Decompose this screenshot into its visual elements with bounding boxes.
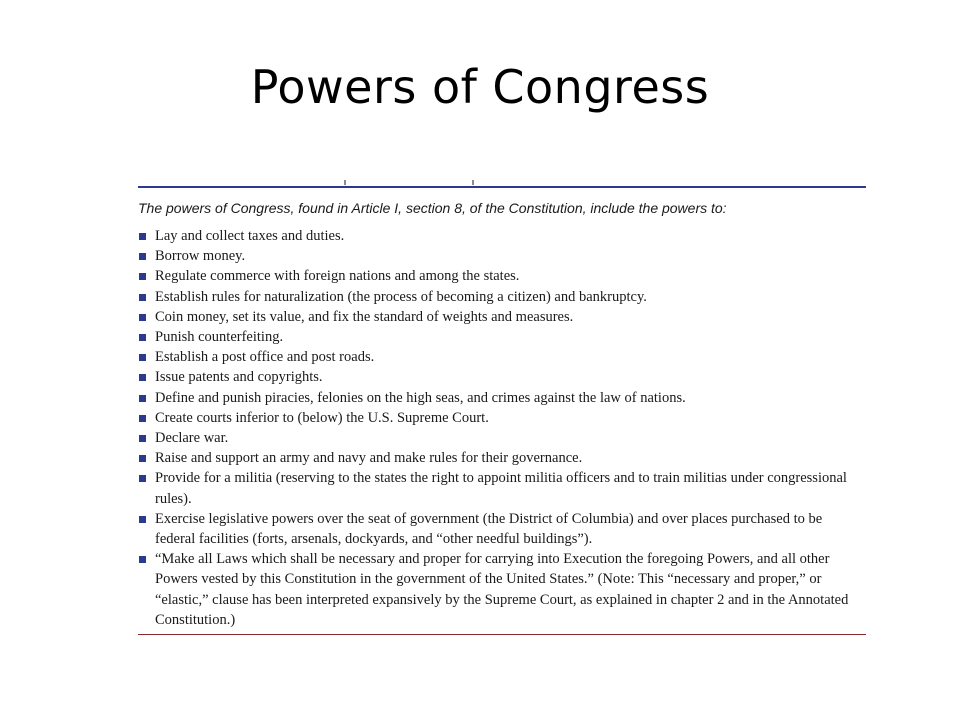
bottom-rule bbox=[138, 634, 866, 635]
document-excerpt bbox=[138, 170, 866, 640]
list-item-text: Borrow money. bbox=[155, 248, 246, 265]
list-item bbox=[138, 266, 866, 286]
square-bullet-icon bbox=[139, 354, 146, 361]
list-item-text: Coin money, set its value, and fix the standard of weights and measures. bbox=[155, 308, 574, 325]
list-item bbox=[138, 367, 866, 387]
square-bullet-icon bbox=[139, 233, 146, 240]
list-item-text: Regulate commerce with foreign nations and among the states. bbox=[155, 268, 520, 285]
list-item-text: Declare war. bbox=[155, 430, 229, 447]
list-item-text: Punish counterfeiting. bbox=[155, 329, 284, 346]
list-item bbox=[138, 388, 866, 408]
square-bullet-icon bbox=[139, 395, 146, 402]
slide-title: Powers of Congress bbox=[250, 60, 710, 114]
top-mark bbox=[344, 180, 346, 185]
list-item bbox=[138, 287, 866, 307]
square-bullet-icon bbox=[139, 253, 146, 260]
list-item-text: Issue patents and copyrights. bbox=[155, 369, 323, 386]
list-item-text: Define and punish piracies, felonies on the high seas, and crimes against the law of nations. bbox=[155, 389, 686, 406]
list-item-text: Establish rules for naturalization (the process of becoming a citizen) and bankruptcy. bbox=[155, 288, 647, 305]
square-bullet-icon bbox=[139, 334, 146, 341]
square-bullet-icon bbox=[139, 273, 146, 280]
square-bullet-icon bbox=[139, 455, 146, 462]
top-mark bbox=[472, 180, 474, 185]
list-item bbox=[138, 347, 866, 367]
list-item-text: Lay and collect taxes and duties. bbox=[155, 228, 345, 244]
list-item-text: Establish a post office and post roads. bbox=[155, 349, 375, 366]
square-bullet-icon bbox=[139, 556, 146, 563]
square-bullet-icon bbox=[139, 516, 146, 523]
list-item bbox=[138, 246, 866, 266]
square-bullet-icon bbox=[139, 374, 146, 381]
list-item bbox=[138, 408, 866, 428]
square-bullet-icon bbox=[139, 294, 146, 301]
square-bullet-icon bbox=[139, 314, 146, 321]
list-item-text: “Make all Laws which shall be necessary and proper for carrying into Execution the foregoing Powers, and all other Powers vested by this Constitution in the government of the United States.” (Note: This “necessary and proper,” or “elastic,” clause has been interpreted expansively by the Supreme Court, as explained in chapter 2 and in the Annotated Constitution.) bbox=[155, 551, 849, 628]
powers-list bbox=[138, 226, 866, 630]
square-bullet-icon bbox=[139, 415, 146, 422]
list-item bbox=[138, 448, 866, 468]
square-bullet-icon bbox=[139, 475, 146, 482]
list-item-text: Exercise legislative powers over the seat of government (the District of Columbia) and over places purchased to be federal facilities (forts, arsenals, dockyards, and “other needful buildings”). bbox=[155, 510, 823, 548]
list-item bbox=[138, 509, 866, 549]
square-bullet-icon bbox=[139, 435, 146, 442]
list-item-text: Raise and support an army and navy and make rules for their governance. bbox=[155, 450, 583, 467]
list-item bbox=[138, 327, 866, 347]
list-item-text: Create courts inferior to (below) the U.S. Supreme Court. bbox=[155, 409, 489, 426]
top-rule bbox=[138, 186, 866, 188]
list-item bbox=[138, 468, 866, 508]
list-item bbox=[138, 428, 866, 448]
list-item bbox=[138, 549, 866, 630]
list-item-text: Provide for a militia (reserving to the states the right to appoint militia officers and to train militias under congressional rules). bbox=[155, 470, 847, 507]
intro-text: The powers of Congress, found in Article I, section 8, of the Constitution, include the powers to: bbox=[138, 200, 727, 216]
list-item bbox=[138, 226, 866, 246]
list-item bbox=[138, 307, 866, 327]
